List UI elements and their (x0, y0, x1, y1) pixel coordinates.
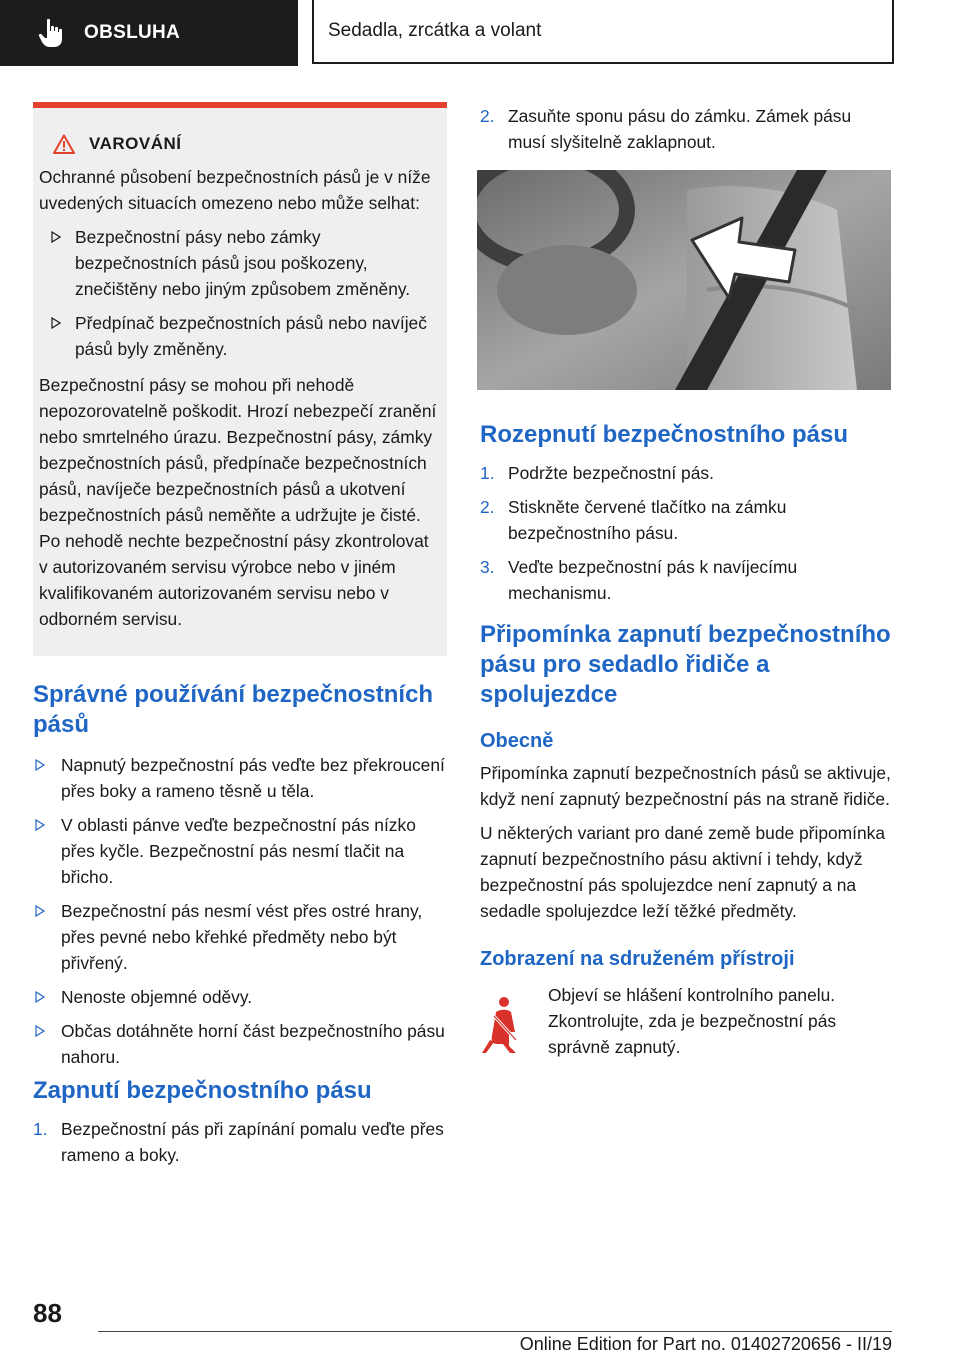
reminder-paragraph-2: U některých variant pro dané země bude připomínka zapnutí bezpečnostního pásu aktivní i tehdy, když bezpečnostní pás spolujezdce není zapnutý a na sedadle spolujezdce leží těžké předměty. (480, 823, 886, 921)
seatbelt-warning-icon (480, 996, 526, 1054)
bullet-triangle-icon (51, 317, 61, 329)
list-item: Bezpečnostní pásy nebo zámky bezpečnostních pásů jsou poškozeny, znečištěny nebo jiným způsobem změněny. (39, 224, 441, 302)
display-text: Objeví se hlášení kontrolního panelu. Zkontrolujte, zda je bezpečnostní pás správně zapnutý. (548, 985, 837, 1057)
list-item: Bezpečnostní pás nesmí vést přes ostré hrany, přes pevné nebo křehké předměty nebo být přivřený. (33, 898, 447, 976)
unfasten-section (480, 420, 892, 614)
warning-title (53, 134, 441, 154)
bullet-triangle-icon (35, 905, 45, 917)
display-heading: Zobrazení na sdruženém přístroji (480, 948, 795, 970)
correct-use-section (33, 680, 447, 1080)
edition-note: Online Edition for Part no. 01402720656 - II/19 (519, 1334, 892, 1354)
correct-use-list (33, 752, 447, 1070)
fasten-heading: Zapnutí bezpečnostního pásu (33, 1077, 372, 1104)
hand-pointer-icon (38, 18, 64, 48)
general-heading: Obecně (480, 730, 554, 752)
footer-divider (98, 1331, 892, 1332)
bullet-triangle-icon (35, 1025, 45, 1037)
seatbelt-buckle-photo (477, 170, 891, 390)
unfasten-steps (480, 460, 892, 606)
indicator-row (480, 982, 892, 1060)
fasten-steps-a (33, 1116, 447, 1168)
warning-intro: Ochranné působení bezpečnostních pásů je v níže uvedených situacích omezeno nebo může selhat: (39, 167, 431, 213)
list-item: Občas dotáhněte horní část bezpečnostního pásu nahoru. (33, 1018, 447, 1070)
bullet-triangle-icon (51, 231, 61, 243)
warning-triangle-icon (53, 134, 75, 154)
reminder-section (480, 620, 892, 1060)
unfasten-heading: Rozepnutí bezpečnostního pásu (480, 421, 849, 448)
warning-body: Bezpečnostní pásy se mohou při nehodě nepozorovatelně poškodit. Hrozí nebezpečí zranění nebo smrtelného úrazu. Bezpečnostní pásy, zámky bezpečnostních pásů, předpínače bezpečnostních pásů, navíječe bezpečnostních pásů a ukotvení bezpečnostních pásů neměňte a udržujte je čisté. Po nehodě nechte bezpečnostní pásy zkontrolovat v autorizovaném servisu výrobce nebo v jiném kvalifikovaném autorizovaném servisu nebo v odborném servisu. (39, 375, 437, 629)
bullet-triangle-icon (35, 991, 45, 1003)
list-item: V oblasti pánve veďte bezpečnostní pás nízko přes kyčle. Bezpečnostní pás nesmí tlačit na břicho. (33, 812, 447, 890)
warning-bullet-list (39, 224, 441, 362)
page-number: 88 (33, 1298, 62, 1328)
list-item: Napnutý bezpečnostní pás veďte bez překroucení přes boky a rameno těsně u těla. (33, 752, 447, 804)
fasten-section (33, 1076, 447, 1176)
bullet-triangle-icon (35, 819, 45, 831)
fasten-section-continued (480, 103, 892, 163)
warning-box (33, 102, 447, 656)
list-item: 2. Stiskněte červené tlačítko na zámku bezpečnostního pásu. (480, 497, 787, 543)
list-item: 2. Zasuňte sponu pásu do zámku. Zámek pásu musí slyšitelně zaklapnout. (480, 106, 852, 152)
bullet-triangle-icon (35, 759, 45, 771)
section-tab[interactable] (0, 0, 298, 66)
chapter-title: Sedadla, zrcátka a volant (312, 0, 894, 64)
seatbelt-buckle-illustration (477, 170, 891, 390)
list-item: 1. Podržte bezpečnostní pás. (480, 463, 714, 483)
correct-use-heading: Správné používání bezpečnostních pásů (33, 681, 434, 738)
list-item: Nenoste objemné oděvy. (33, 984, 447, 1010)
list-item: Předpínač bezpečnostních pásů nebo navíječ pásů byly změněny. (39, 310, 441, 362)
warning-title-text: VAROVÁNÍ (89, 134, 182, 153)
list-item: 1. Bezpečnostní pás při zapínání pomalu veďte přes rameno a boky. (33, 1119, 444, 1165)
fasten-steps-b (480, 103, 892, 155)
list-item: 3. Veďte bezpečnostní pás k navíjecímu mechanismu. (480, 557, 798, 603)
section-tab-label: OBSLUHA (84, 22, 181, 43)
reminder-paragraph-1: Připomínka zapnutí bezpečnostních pásů se aktivuje, když není zapnutý bezpečnostní pás na straně řidiče. (480, 763, 891, 809)
reminder-heading: Připomínka zapnutí bezpečnostního pásu pro sedadlo řidiče a spolujezdce (480, 621, 891, 708)
